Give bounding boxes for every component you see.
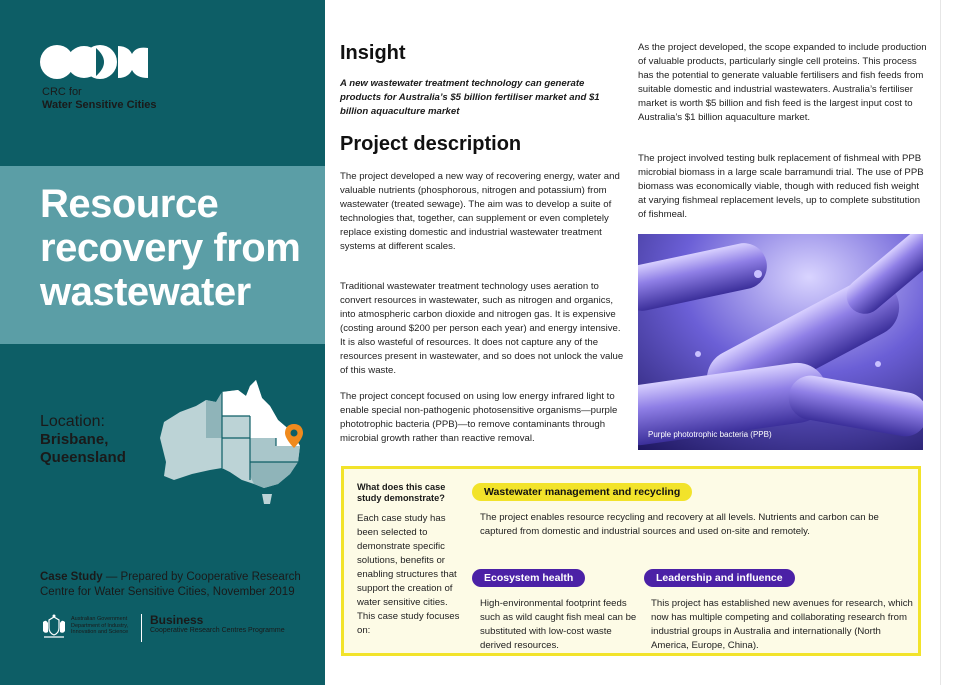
sponsor-logos	[40, 614, 285, 642]
title-line-3: wastewater	[40, 270, 251, 314]
project-paragraph-5: The project involved testing bulk replacement of fishmeal with PPB microbial biomass in a large scale barramundi trial. The use of PPB biomass was economically viable, though with reduced fish weight at varying fishmeal replacement levels, up to complete substitution of fishmeal.	[638, 153, 924, 220]
logo-divider	[141, 614, 142, 642]
title-line-1: Resource	[40, 182, 219, 226]
insight-heading: Insight	[340, 42, 406, 64]
insight-text: A new wastewater treatment technology can generate products for Australia’s $5 billion fertiliser market and $1 billion aquaculture market	[340, 78, 600, 117]
tag-ecosystem-text: High-environmental footprint feeds such as wild caught fish meal can be substituted with low-cost waste derived resources.	[480, 598, 637, 651]
project-paragraph-4: As the project developed, the scope expanded to include production of valuable products, particularly single cell proteins. This process has the potential to generate valuable fertilisers and fish feeds from suitable domestic and industrial wastewaters. Australia’s fertiliser market is worth $5 billion and fish feed is the largest input cost to Australia’s $1 billion aquaculture market.	[638, 42, 927, 123]
business-title: Business	[150, 613, 204, 627]
location-label: Location:	[40, 413, 105, 430]
page-edge	[940, 0, 967, 685]
gov-text: Australian Government Department of Industry, Innovation and Science	[71, 616, 129, 635]
photo-caption: Purple phototrophic bacteria (PPB)	[648, 430, 772, 439]
org-line-1: CRC for	[42, 86, 82, 98]
box-question: What does this case study demonstrate?	[357, 482, 446, 503]
box-intro: Each case study has been selected to demonstrate specific solutions, benefits or enabling structures that support the creation of water sensitive cities. This case study focuses on:	[357, 513, 460, 636]
project-heading: Project description	[340, 133, 522, 155]
project-paragraph-3: The project concept focused on using low energy infrared light to enable special non-pathogenic photosensitive organisms—purple phototrophic bacteria (PPB)—to remove contaminants through microbial growth rather than reactive removal.	[340, 391, 618, 444]
tag-wastewater-text: The project enables resource recycling and recovery at all levels. Nutrients and carbon can be captured from domestic and industrial sources and used on-site and remotely.	[480, 512, 879, 537]
business-subtitle: Cooperative Research Centres Programme	[150, 627, 285, 634]
crc-logo-text	[42, 86, 157, 112]
project-paragraph-2: Traditional wastewater treatment technology uses aeration to convert resources in wastewater, such as nitrogen and organics, into atmospheric carbon dioxide and nitrogen gas. It is expensive (costing around $200 per person each year) and energy intensive. It is also wasteful of resources. It does not capture any of the resources present in wastewater, and so does not unlock the value of this waste.	[340, 281, 624, 376]
title-line-2: recovery from	[40, 226, 301, 270]
business-logo	[150, 614, 285, 635]
project-paragraph-1: The project developed a new way of recovering energy, water and valuable nutrients (phosphorous, nitrogen and potassium) from wastewater (treated sewage). The aim was to develop a suite of technologies that, together, can supplement or even completely replace existing domestic and industrial wastewater treatment systems at different scales.	[340, 171, 620, 252]
coat-of-arms-icon	[40, 614, 68, 640]
location-city: Brisbane,	[40, 431, 109, 448]
location-state: Queensland	[40, 449, 126, 466]
case-study-credit	[40, 570, 310, 600]
org-line-2: Water Sensitive Cities	[42, 99, 157, 111]
case-study-text: — Prepared by Cooperative Research Centre for Water Sensitive Cities, November 2019	[40, 571, 301, 598]
tag-wastewater: Wastewater management and recycling	[472, 483, 692, 501]
case-study-label: Case Study	[40, 571, 103, 583]
page-title	[40, 182, 300, 314]
australia-map	[150, 376, 310, 517]
tag-leadership-text: This project has established new avenues for research, which now has multiple competing and collaborating research from industrial groups in Australia and internationally (North America, Europe, China).	[651, 598, 913, 651]
tag-ecosystem: Ecosystem health	[472, 569, 585, 587]
location-value	[40, 431, 126, 467]
bacteria-photo	[638, 234, 923, 450]
tag-leadership: Leadership and influence	[644, 569, 795, 587]
crc-logo	[40, 44, 152, 80]
